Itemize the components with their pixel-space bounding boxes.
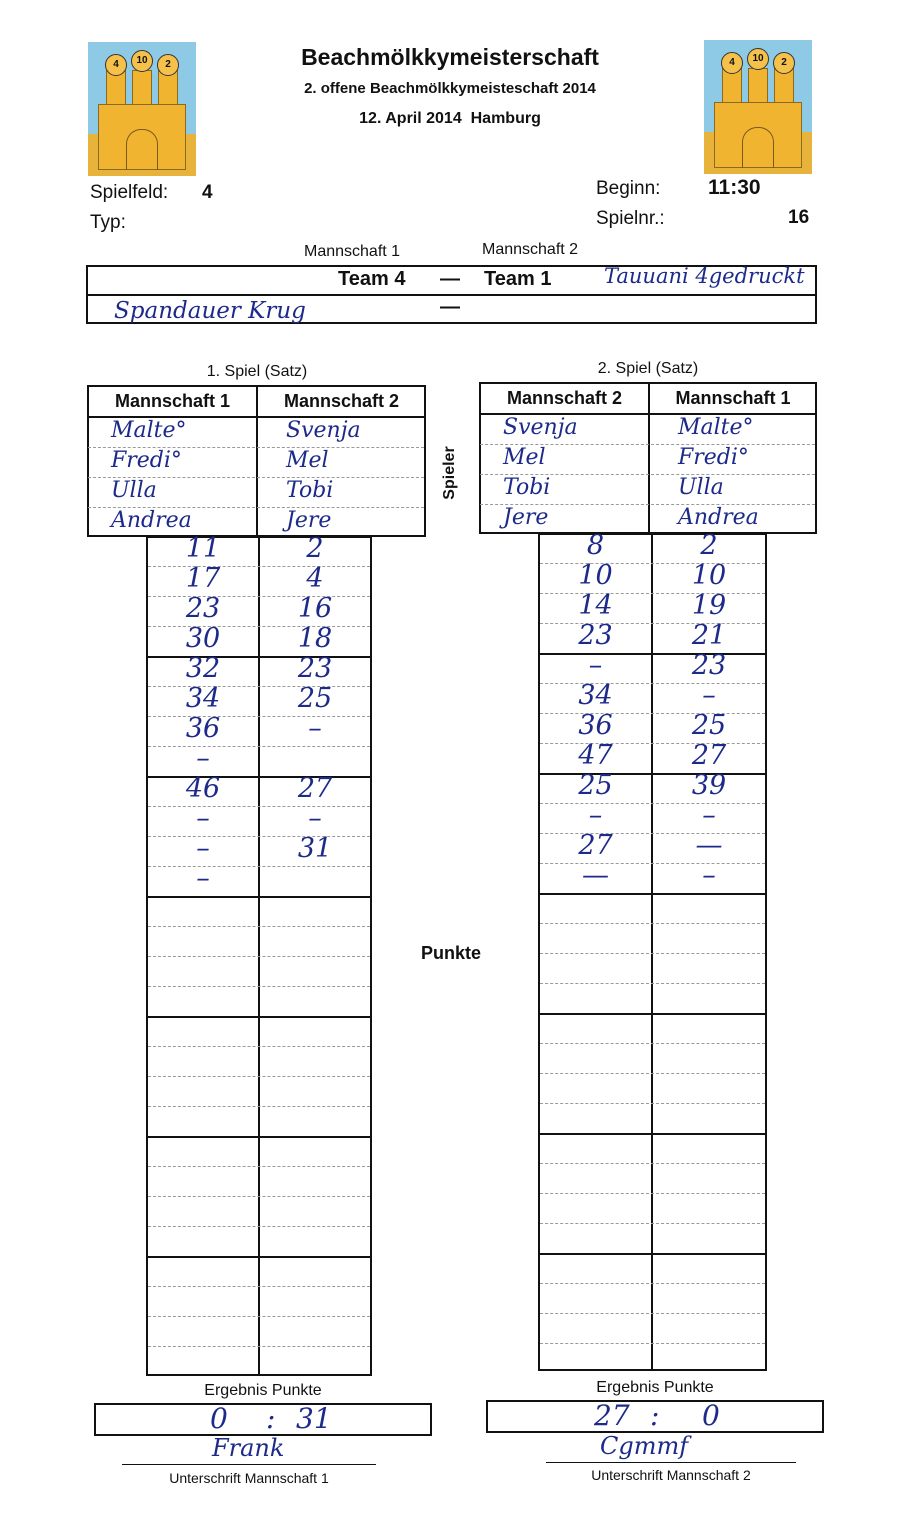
score-cell: 34 — [578, 680, 613, 711]
game2-signature-label: Unterschrift Mannschaft 2 — [591, 1467, 751, 1483]
score-cell: 25 — [578, 770, 613, 801]
player-name: Fredi° — [678, 445, 749, 470]
beginn-label: Beginn: — [596, 178, 661, 199]
score-cell: 4 — [306, 563, 324, 594]
player-name: Andrea — [678, 505, 759, 530]
mannschaft1-label: Mannschaft 1 — [304, 243, 401, 260]
game2-result-label: Ergebnis Punkte — [596, 1379, 714, 1396]
beginn-value: 11:30 — [708, 176, 761, 199]
score-cell: 34 — [185, 683, 221, 714]
score-cell: 27 — [578, 830, 613, 861]
score-cell: 17 — [185, 563, 221, 594]
score-cell: 10 — [691, 560, 727, 591]
spielnr-value: 16 — [788, 207, 810, 228]
logo-ball: 10 — [747, 48, 769, 70]
team-row2-dash: — — [440, 296, 460, 318]
score-cell: 14 — [578, 590, 613, 621]
mannschaft2-label: Mannschaft 2 — [482, 241, 579, 258]
score-cell: – — [196, 863, 210, 894]
game1-result-b: 31 — [296, 1402, 332, 1435]
page-title: Beachmölkkymeisterschaft — [301, 44, 599, 70]
logo-ball: 2 — [157, 54, 179, 76]
game1-result-box — [94, 1403, 432, 1436]
score-cell: – — [702, 680, 716, 711]
score-cell: 32 — [185, 653, 221, 684]
score-cell: 23 — [691, 650, 727, 681]
score-cell: 30 — [185, 623, 221, 654]
player-name: Malte° — [111, 418, 187, 443]
score-cell: — — [695, 830, 723, 861]
logo-ball: 4 — [721, 52, 743, 74]
score-cell: – — [588, 650, 603, 681]
game1-col2-header: Mannschaft 2 — [283, 391, 400, 411]
score-cell: – — [308, 713, 322, 744]
score-cell: 23 — [297, 653, 333, 684]
player-name: Andrea — [111, 508, 192, 533]
player-name: Svenja — [503, 415, 578, 440]
game1-title: 1. Spiel (Satz) — [206, 363, 308, 380]
player-name: Mel — [286, 448, 329, 473]
score-cell: 2 — [306, 533, 324, 564]
logo-ball: 10 — [131, 50, 153, 72]
game2-title: 2. Spiel (Satz) — [597, 360, 699, 377]
date-place: 12. April 2014 Hamburg — [359, 110, 541, 127]
game2-result-sep: : — [650, 1399, 660, 1432]
score-cell: 27 — [691, 740, 727, 771]
teams-note: Tauuani 4gedruckt — [604, 264, 805, 288]
score-cell: 27 — [297, 773, 333, 804]
game2-result-a: 27 — [594, 1399, 630, 1432]
score-cell: 46 — [185, 773, 221, 804]
player-name: Svenja — [286, 418, 361, 443]
player-name: Tobi — [503, 475, 551, 500]
spielfeld-value: 4 — [202, 182, 213, 203]
score-cell: 8 — [586, 530, 605, 561]
score-cell: 23 — [185, 593, 221, 624]
score-cell: – — [196, 743, 210, 774]
score-cell: 18 — [297, 623, 333, 654]
spieler-label: Spieler — [441, 446, 458, 500]
player-name: Fredi° — [111, 448, 182, 473]
score-cell: – — [308, 803, 322, 834]
player-name: Ulla — [678, 475, 724, 500]
score-cell: – — [702, 800, 716, 831]
game2-col2-header: Mannschaft 1 — [675, 388, 791, 408]
team-row2-left: Spandauer Krug — [114, 298, 306, 324]
game1-signature-label: Unterschrift Mannschaft 1 — [169, 1470, 329, 1486]
game1-result-a: 0 — [210, 1402, 228, 1435]
player-name: Jere — [503, 505, 549, 530]
score-cell: 25 — [297, 683, 333, 714]
game2-signature: Cgmmf — [600, 1432, 689, 1460]
logo-ball: 4 — [105, 54, 127, 76]
player-name: Ulla — [111, 478, 157, 503]
score-cell: 19 — [691, 590, 727, 621]
logo-ball: 2 — [773, 52, 795, 74]
score-cell: 36 — [185, 713, 221, 744]
game2-result-b: 0 — [702, 1399, 720, 1432]
score-cell: 10 — [578, 560, 613, 591]
player-name: Malte° — [678, 415, 754, 440]
typ-label: Typ: — [90, 212, 126, 233]
score-cell: — — [582, 860, 609, 891]
score-cell: – — [588, 800, 603, 831]
score-cell: 25 — [691, 710, 727, 741]
score-cell: 39 — [691, 770, 727, 801]
score-cell: – — [702, 860, 716, 891]
logo-left — [88, 42, 196, 176]
score-cell: 47 — [578, 740, 613, 771]
logo-right — [704, 40, 812, 174]
teams-dash: — — [440, 268, 460, 290]
score-cell: 36 — [578, 710, 613, 741]
spielfeld-label: Spielfeld: — [90, 182, 169, 203]
game1-signature: Frank — [212, 1434, 285, 1462]
player-name: Jere — [286, 508, 332, 533]
score-cell: – — [196, 833, 210, 864]
game2-col1-header: Mannschaft 2 — [506, 388, 623, 408]
score-cell: 21 — [691, 620, 727, 651]
score-cell: 11 — [185, 533, 221, 564]
score-cell: 31 — [297, 833, 333, 864]
game1-result-label: Ergebnis Punkte — [204, 1382, 322, 1399]
game1-result-sep: : — [266, 1402, 276, 1435]
player-name: Mel — [503, 445, 546, 470]
score-cell: 2 — [700, 530, 718, 561]
game1-col1-header: Mannschaft 1 — [114, 391, 231, 411]
team2-name: Team 1 — [484, 268, 552, 290]
score-cell: 16 — [297, 593, 333, 624]
punkte-label: Punkte — [421, 943, 482, 963]
spielnr-label: Spielnr.: — [596, 208, 665, 229]
page-subtitle: 2. offene Beachmölkkymeisteschaft 2014 — [304, 80, 596, 97]
team1-name: Team 4 — [338, 268, 406, 290]
score-cell: – — [196, 803, 210, 834]
score-cell: 23 — [578, 620, 613, 651]
player-name: Tobi — [286, 478, 334, 503]
